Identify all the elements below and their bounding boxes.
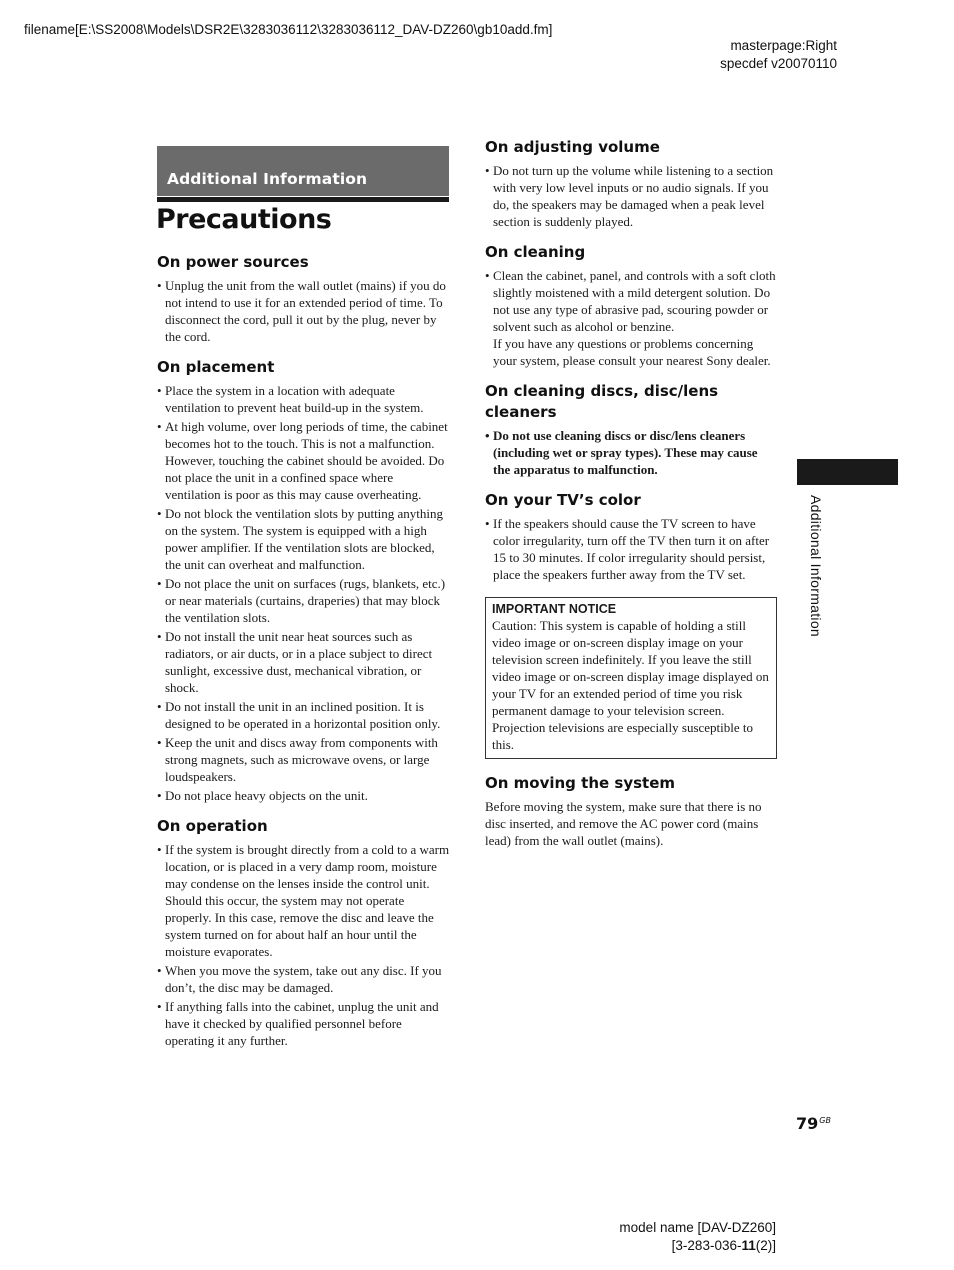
heading-operation: On operation: [157, 817, 268, 835]
list-item: • If the system is brought directly from a cold to a warm location, or is placed in a very damp room, moisture may condense on the lenses inside the control unit. Should this occur, the system may not operate properly. In this case, remove the disc and leave the system turned on for about half an hour until the moisture evaporates.: [157, 841, 451, 960]
section-band: [157, 146, 449, 196]
section-power-sources: [157, 252, 451, 345]
side-tab-marker: [797, 459, 898, 485]
section-rule: [157, 197, 449, 202]
list-item: • When you move the system, take out any disc. If you don’t, the disc may be damaged.: [157, 962, 451, 996]
list-placement: [157, 382, 451, 804]
footer-code: [619, 1237, 776, 1255]
list-item: • Do not turn up the volume while listening to a section with very low level inputs or no audio signals. If you do, the speakers may be damaged when a peak level section is suddenly played.: [485, 162, 777, 230]
moving-system-text: Before moving the system, make sure that there is no disc inserted, and remove the AC power cord (mains lead) from the wall outlet (mains).: [485, 799, 762, 848]
section-placement: [157, 357, 451, 804]
heading-placement: On placement: [157, 358, 275, 376]
list-item-extra: If you have any questions or problems concerning your system, please consult your nearest Sony dealer.: [493, 336, 771, 368]
footer-code-bold: 11: [741, 1238, 756, 1253]
list-item: • Keep the unit and discs away from components with strong magnets, such as microwave ovens, or large loudspeakers.: [157, 734, 451, 785]
specdef-label: specdef v20070110: [720, 56, 837, 71]
notice-text: Caution: This system is capable of holding a still video image or on-screen display image on your television screen indefinitely. If you leave the still video image or on-screen display image displayed on your TV for an extended period of time you risk permanent damage to your television screen. Projection televisions are especially susceptible to this.: [492, 618, 769, 752]
left-column: [157, 252, 451, 1061]
side-tab-text: Additional Information: [808, 495, 824, 638]
section-cleaning-discs: [485, 381, 777, 478]
list-item: • Do not use cleaning discs or disc/lens cleaners (including wet or spray types). These may cause the apparatus to malfunction.: [485, 427, 777, 478]
page-number-value: 79: [796, 1114, 819, 1133]
footer-code-suffix: (2)]: [755, 1238, 776, 1253]
section-moving-system: [485, 773, 777, 849]
section-tv-color: [485, 490, 777, 583]
section-label: Additional Information: [167, 170, 368, 188]
header-masterpage: [720, 37, 837, 73]
list-item: • Do not install the unit in an inclined position. It is designed to be operated in a horizontal position only.: [157, 698, 451, 732]
list-cleaning: [485, 267, 777, 369]
section-operation: [157, 816, 451, 1049]
header-filename: filename[E:\SS2008\Models\DSR2E\3283036112\3283036112_DAV-DZ260\gb10add.fm]: [24, 22, 553, 37]
masterpage-label: masterpage:Right: [730, 38, 837, 53]
important-notice-box: [485, 597, 777, 759]
list-item: [485, 267, 777, 369]
list-item: • At high volume, over long periods of time, the cabinet becomes hot to the touch. This is not a malfunction. However, touching the cabinet should be avoided. Do not place the unit in a confined space where ventilation is poor as this may cause overheating.: [157, 418, 451, 503]
page-number-suffix: GB: [819, 1115, 831, 1125]
list-cleaning-discs: [485, 427, 777, 478]
list-item: • If the speakers should cause the TV screen to have color irregularity, turn off the TV then turn it on after 15 to 30 minutes. If color irregularity should persist, place the speakers further away from the TV set.: [485, 515, 777, 583]
list-adjusting-volume: [485, 162, 777, 230]
list-item: • Unplug the unit from the wall outlet (mains) if you do not intend to use it for an extended period of time. To disconnect the cord, pull it out by the plug, never by the cord.: [157, 277, 451, 345]
list-item: • If anything falls into the cabinet, unplug the unit and have it checked by qualified personnel before operating it any further.: [157, 998, 451, 1049]
list-operation: [157, 841, 451, 1049]
heading-power-sources: On power sources: [157, 253, 309, 271]
heading-cleaning-discs: On cleaning discs, disc/lens cleaners: [485, 382, 719, 421]
page-number: [796, 1114, 831, 1133]
right-column: [485, 137, 777, 861]
list-item: • Place the system in a location with adequate ventilation to prevent heat build-up in the system.: [157, 382, 451, 416]
heading-adjusting-volume: On adjusting volume: [485, 138, 660, 156]
side-tab-label: [806, 495, 824, 670]
heading-moving-system: On moving the system: [485, 774, 675, 792]
notice-title: IMPORTANT NOTICE: [492, 602, 617, 616]
list-item: • Do not place the unit on surfaces (rugs, blankets, etc.) or near materials (curtains, draperies) that may block the ventilation slots.: [157, 575, 451, 626]
section-cleaning: [485, 242, 777, 369]
section-adjusting-volume: [485, 137, 777, 230]
list-item-text: Clean the cabinet, panel, and controls with a soft cloth slightly moistened with a mild detergent solution. Do not use any type of abrasive pad, scouring powder or solvent such as alcohol or benzine.: [493, 268, 776, 334]
footer: [619, 1219, 776, 1255]
page-title: Precautions: [156, 204, 332, 235]
list-item: • Do not place heavy objects on the unit.: [157, 787, 451, 804]
footer-model: model name [DAV-DZ260]: [619, 1220, 776, 1235]
heading-cleaning: On cleaning: [485, 243, 586, 261]
list-item: • Do not install the unit near heat sources such as radiators, or air ducts, or in a place subject to direct sunlight, excessive dust, mechanical vibration, or shock.: [157, 628, 451, 696]
footer-code-prefix: [3-283-036-: [671, 1238, 742, 1253]
heading-tv-color: On your TV’s color: [485, 491, 641, 509]
list-power-sources: [157, 277, 451, 345]
list-tv-color: [485, 515, 777, 583]
list-item: • Do not block the ventilation slots by putting anything on the system. The system is equipped with a high power amplifier. If the ventilation slots are blocked, the unit can overheat and malfunction.: [157, 505, 451, 573]
